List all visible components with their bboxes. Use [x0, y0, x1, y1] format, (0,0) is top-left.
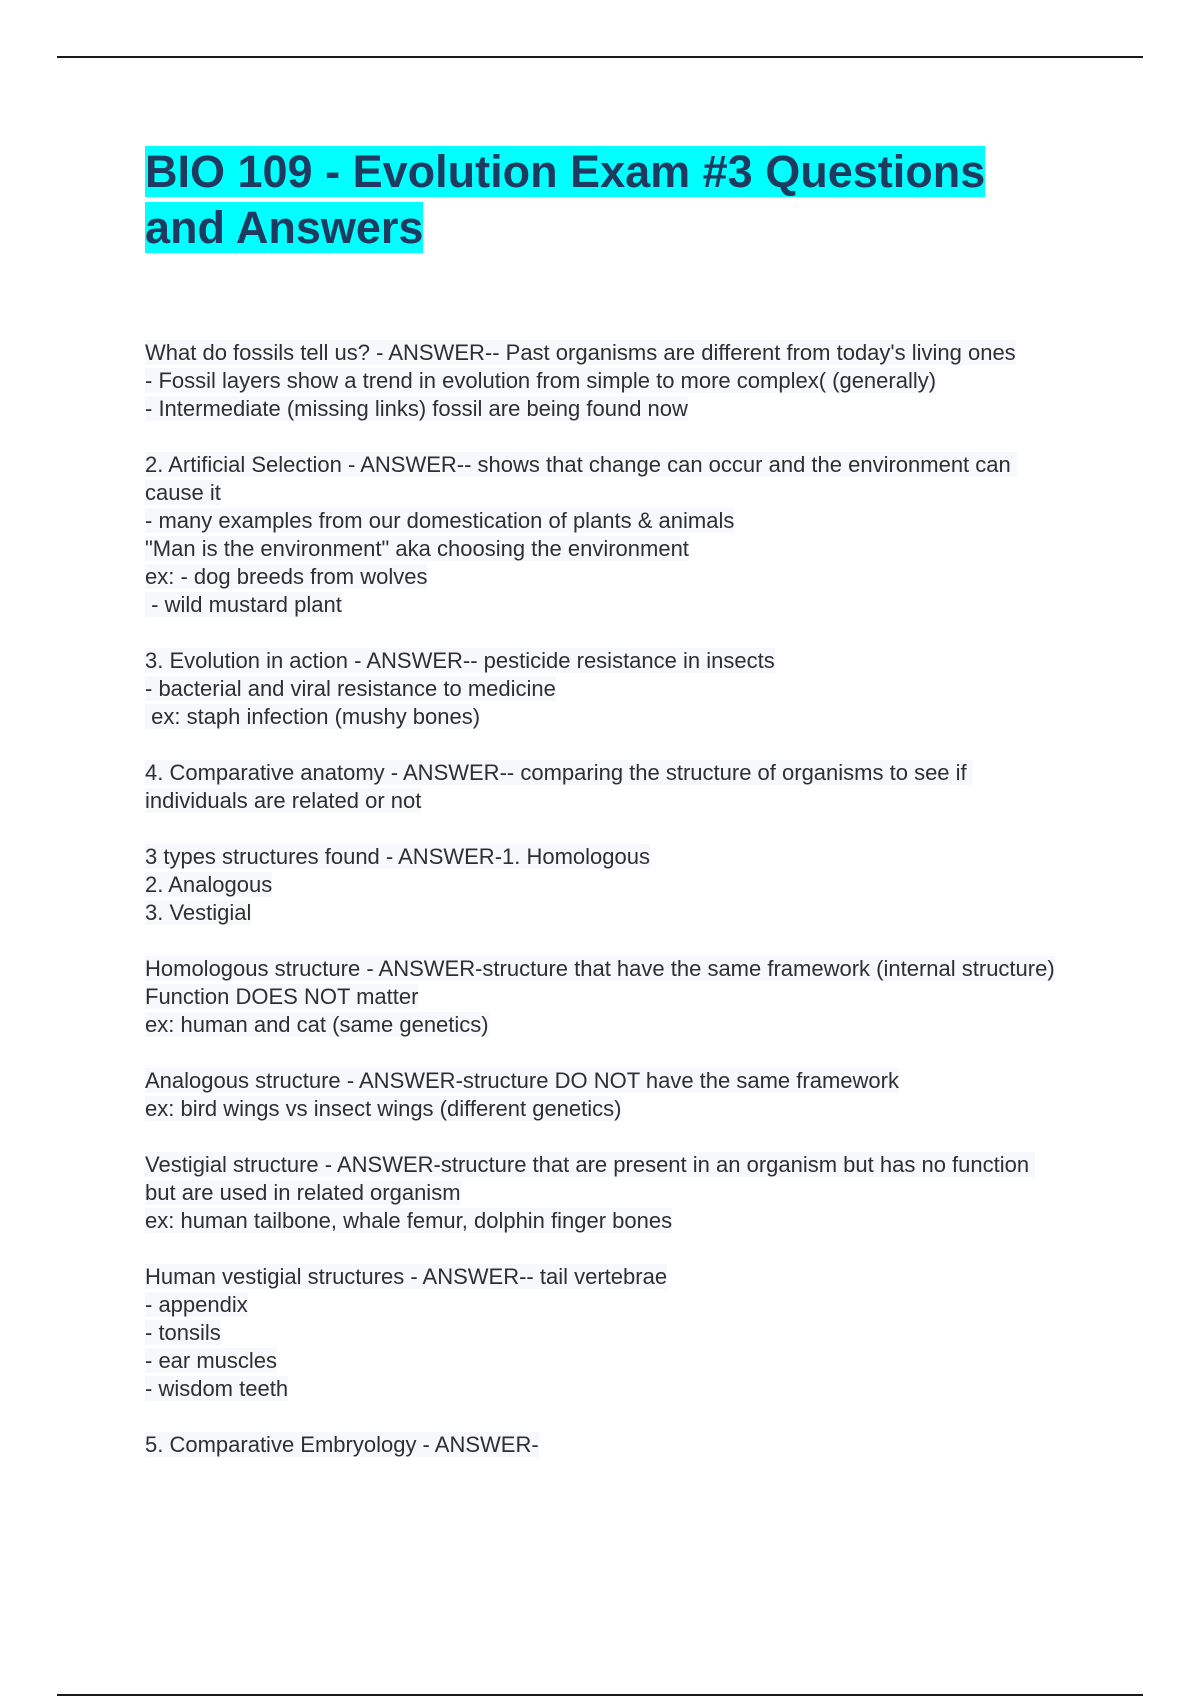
qa-line: - bacterial and viral resistance to medicine — [145, 676, 556, 701]
qa-line: - Fossil layers show a trend in evolution from simple to more complex( (generally) — [145, 368, 937, 393]
qa-line: 2. Artificial Selection - ANSWER-- shows that change can occur and the environment can cause it — [145, 452, 1017, 505]
qa-item — [145, 955, 1065, 1039]
qa-line: Vestigial structure - ANSWER-structure that are present in an organism but has no function but are used in related organism — [145, 1152, 1036, 1205]
qa-line: - wisdom teeth — [145, 1376, 289, 1401]
qa-line: 3. Vestigial — [145, 900, 252, 925]
qa-line: - tonsils — [145, 1320, 221, 1345]
qa-item — [145, 1151, 1065, 1235]
qa-line: "Man is the environment" aka choosing the environment — [145, 536, 689, 561]
qa-item — [145, 647, 1065, 731]
qa-line: ex: human tailbone, whale femur, dolphin finger bones — [145, 1208, 673, 1233]
qa-item — [145, 1067, 1065, 1123]
qa-line: - appendix — [145, 1292, 248, 1317]
qa-line: ex: human and cat (same genetics) — [145, 1012, 489, 1037]
qa-line: ex: bird wings vs insect wings (different genetics) — [145, 1096, 622, 1121]
qa-line: 4. Comparative anatomy - ANSWER-- comparing the structure of organisms to see if individuals are related or not — [145, 760, 973, 813]
qa-line: 3 types structures found - ANSWER-1. Homologous — [145, 844, 650, 869]
qa-item — [145, 1431, 1065, 1459]
document-title-text: BIO 109 - Evolution Exam #3 Questions and Answers — [145, 146, 986, 253]
qa-line: Function DOES NOT matter — [145, 984, 419, 1009]
qa-line: ex: - dog breeds from wolves — [145, 564, 428, 589]
top-rule — [57, 56, 1143, 58]
qa-line: Homologous structure - ANSWER-structure that have the same framework (internal structure) — [145, 956, 1055, 981]
qa-line: 5. Comparative Embryology - ANSWER- — [145, 1432, 539, 1457]
qa-line: - ear muscles — [145, 1348, 278, 1373]
qa-line: Human vestigial structures - ANSWER-- tail vertebrae — [145, 1264, 668, 1289]
document-title — [145, 144, 1075, 256]
qa-line: - wild mustard plant — [145, 592, 342, 617]
qa-item — [145, 451, 1065, 619]
bottom-rule — [57, 1694, 1143, 1696]
qa-item — [145, 1263, 1065, 1403]
qa-line: ex: staph infection (mushy bones) — [145, 704, 481, 729]
qa-list — [145, 339, 1065, 1487]
qa-line: - many examples from our domestication of plants & animals — [145, 508, 735, 533]
qa-line: 2. Analogous — [145, 872, 273, 897]
qa-line: What do fossils tell us? - ANSWER-- Past organisms are different from today's living ones — [145, 340, 1016, 365]
qa-line: 3. Evolution in action - ANSWER-- pesticide resistance in insects — [145, 648, 775, 673]
qa-item — [145, 843, 1065, 927]
qa-item — [145, 759, 1065, 815]
qa-item — [145, 339, 1065, 423]
qa-line: - Intermediate (missing links) fossil are being found now — [145, 396, 688, 421]
qa-line: Analogous structure - ANSWER-structure DO NOT have the same framework — [145, 1068, 899, 1093]
